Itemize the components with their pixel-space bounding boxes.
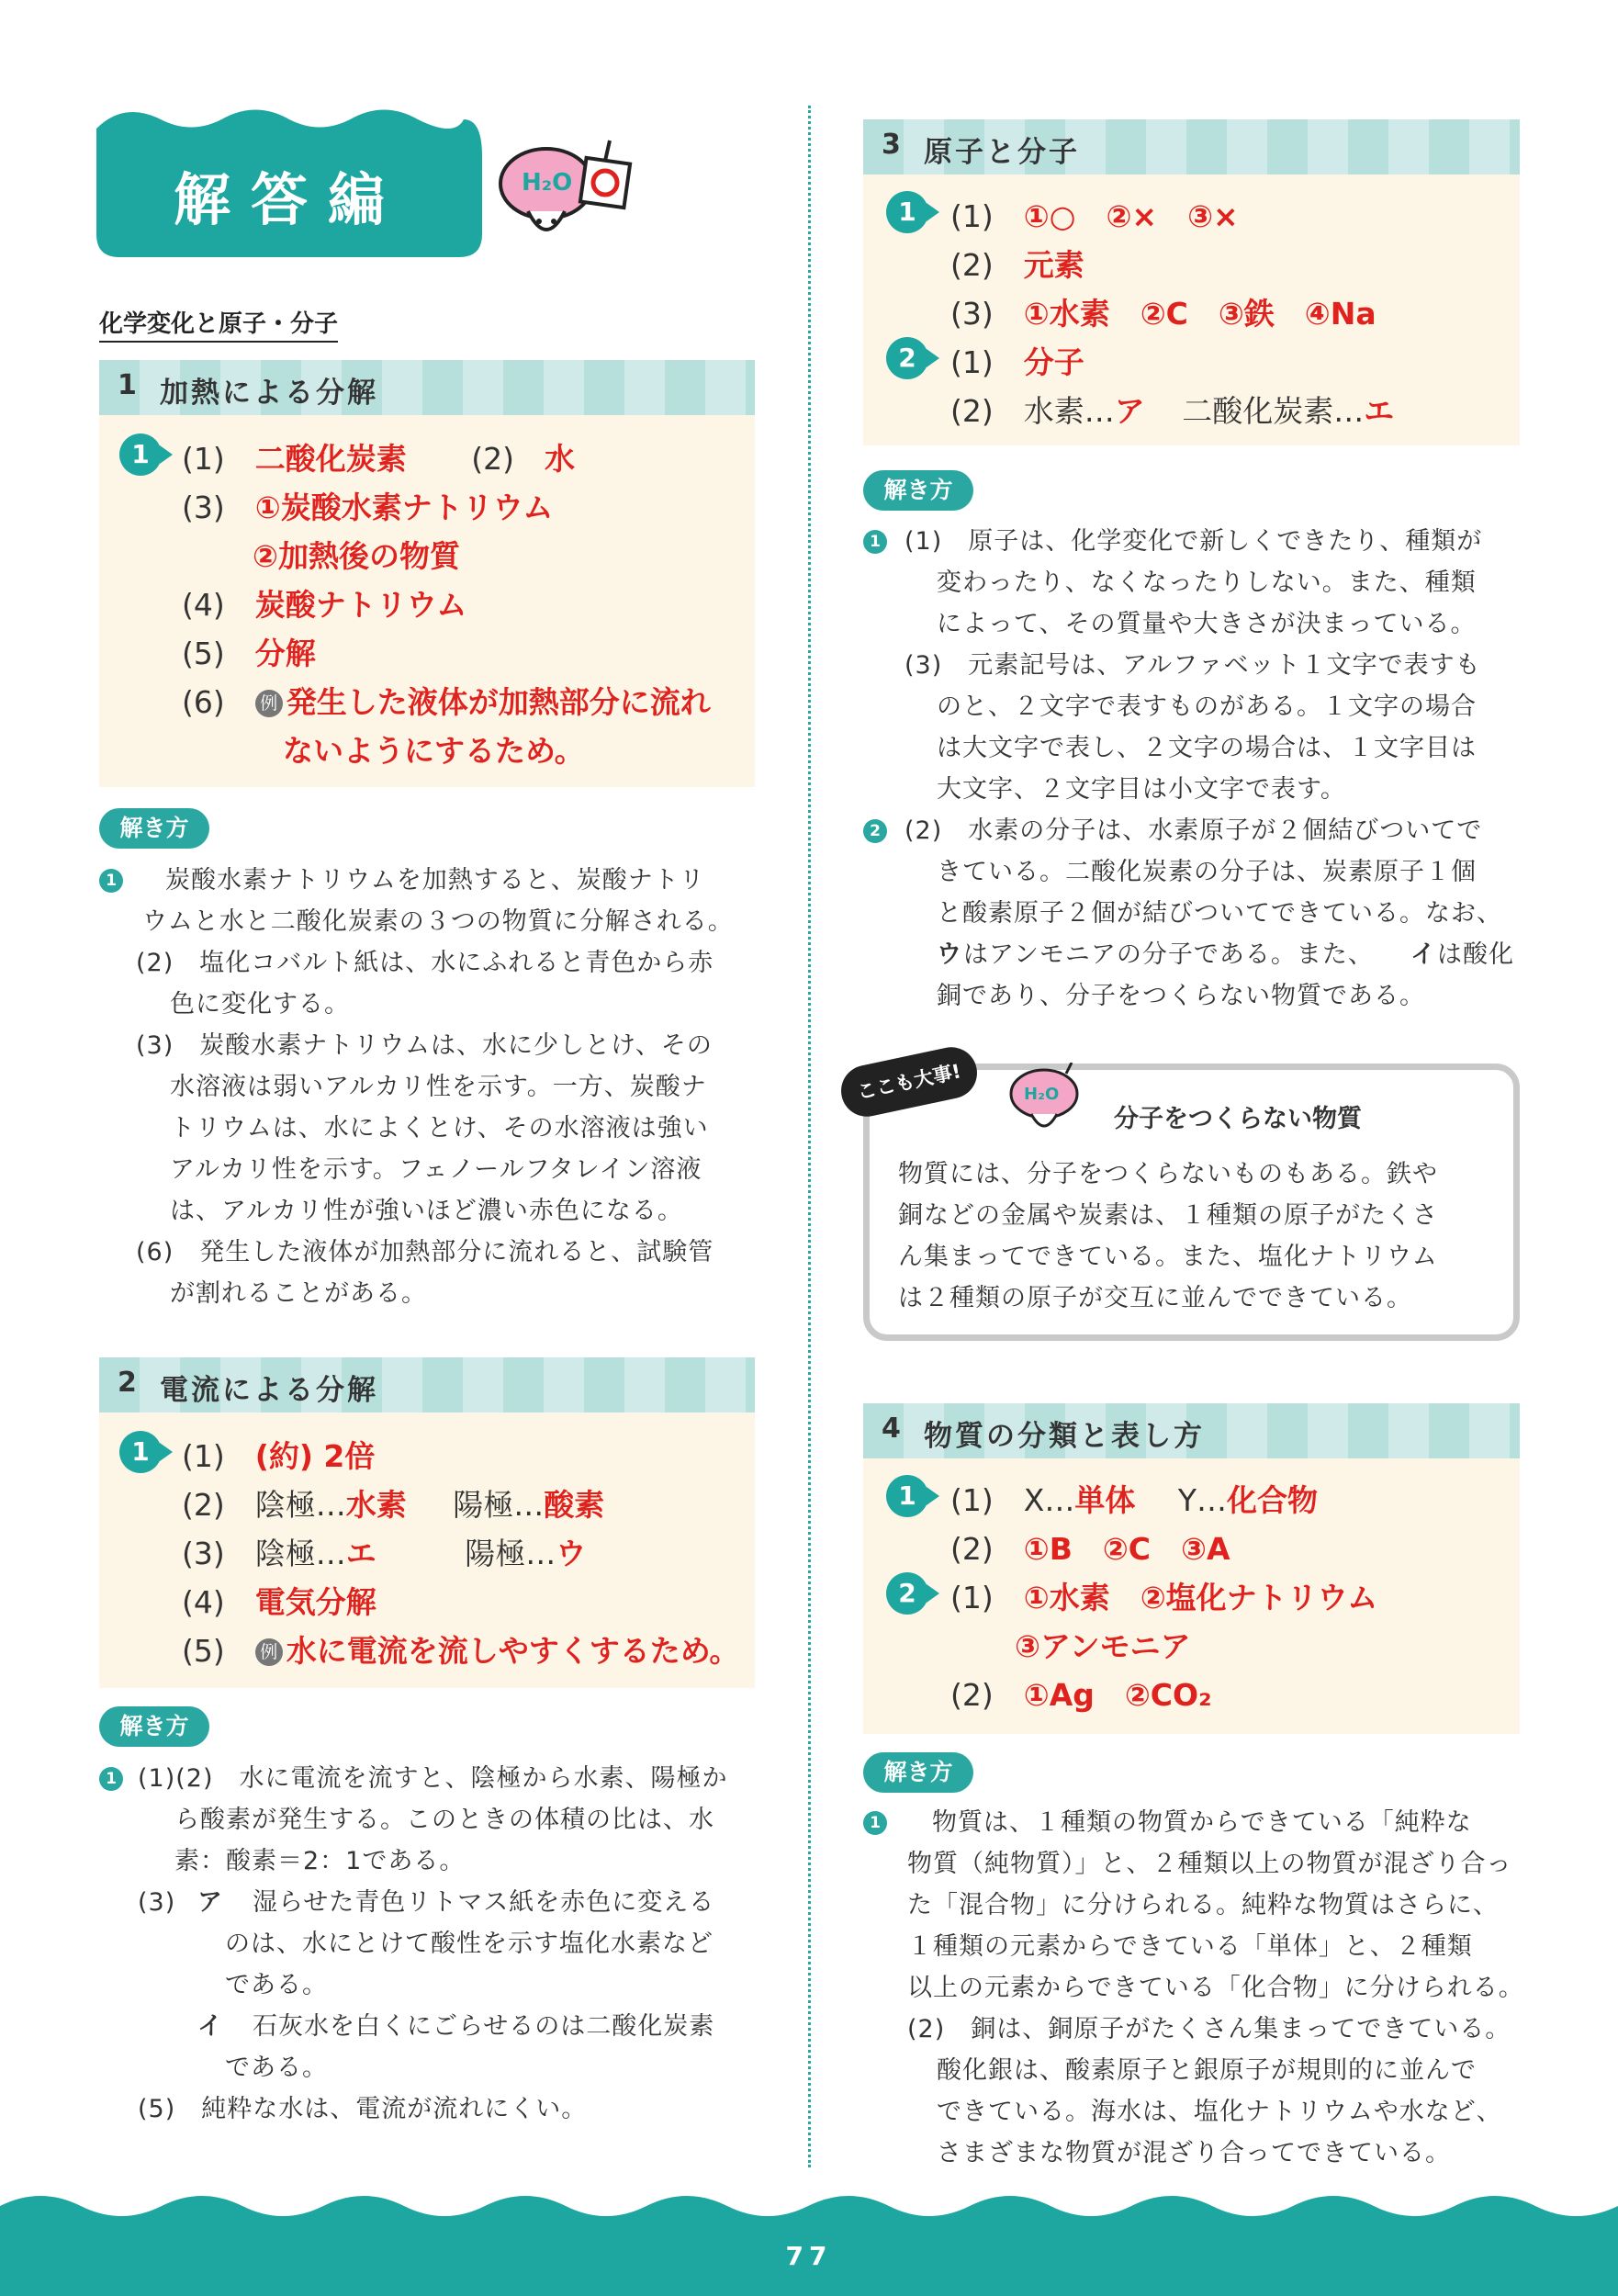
section-title: 加熱による分解: [160, 377, 378, 410]
answer-line: (1) ①水素 ②塩化ナトリウム: [950, 1580, 1378, 1615]
section-title: 電流による分解: [160, 1374, 378, 1407]
answer-line: (2) 水素…ア 二酸化炭素…エ: [950, 393, 1395, 429]
explanation-line: (1) 原子は、化学変化で新しくできたり、種類が: [905, 527, 1483, 556]
answer-line: ③アンモニア: [1015, 1628, 1191, 1664]
explanation-line: ら酸素が発生する。このときの体積の比は、水: [174, 1806, 714, 1834]
section-3-header: [863, 119, 1520, 174]
explanation-line: が割れることがある。: [170, 1279, 427, 1308]
example-mark: 例: [255, 1638, 283, 1666]
explanation-line: は、アルカリ性が強いほど濃い赤色になる。: [170, 1197, 683, 1225]
answer-mark: イ: [197, 2012, 223, 2041]
explanation-line: 大文字、２文字目は小文字で表す。: [937, 775, 1346, 804]
explanation-line: 水溶液は弱いアルカリ性を示す。一方、炭酸ナ: [170, 1073, 707, 1101]
section-number: 4: [882, 1412, 901, 1445]
answer-line: (5) 例 水に電流を流しやすくするため。: [182, 1633, 740, 1669]
explanation-line: ウムと水と二酸化炭素の３つの物質に分解される。: [142, 907, 734, 936]
page-number: 77: [785, 2241, 833, 2271]
explanation-line: 石灰水を白くにごらせるのは二酸化炭素: [253, 2012, 715, 2041]
callout-tag: ここも大事!: [837, 1042, 982, 1121]
callout-line: は２種類の原子が交互に並んでできている。: [898, 1284, 1412, 1312]
explanation-line: は酸化: [1437, 940, 1514, 969]
explanation-line: は大文字で表し、２文字の場合は、１文字目は: [937, 734, 1477, 762]
answer-line: (1) (約) 2倍: [182, 1438, 376, 1474]
explanation-line: 炭酸水素ナトリウムを加熱すると、炭酸ナトリ: [165, 866, 705, 895]
section-title: 物質の分類と表し方: [924, 1420, 1205, 1453]
explanation-line: (6) 発生した液体が加熱部分に流れると、試験管: [136, 1238, 714, 1266]
answer-line: (2) 陰極…水素 陽極…酸素: [182, 1487, 605, 1523]
explanation-line: (2) 銅は、銅原子がたくさん集まってできている。: [907, 2015, 1511, 2043]
section-2-header: [99, 1357, 755, 1412]
answer-line: ②加熱後の物質: [253, 538, 460, 574]
answer-line: (3) ①水素 ②C ③鉄 ④Na: [950, 296, 1376, 332]
explanation-line: アルカリ性を示す。フェノールフタレイン溶液: [170, 1155, 702, 1184]
callout-line: 物質には、分子をつくらないものもある。鉄や: [898, 1160, 1438, 1188]
explanation-line: (3) 炭酸水素ナトリウムは、水に少しとけ、その: [136, 1031, 713, 1060]
question-badge: 2: [886, 1572, 928, 1615]
explanation-line: である。: [225, 2054, 328, 2082]
answer-line: (5) 分解: [182, 636, 316, 671]
callout-line: 銅などの金属や炭素は、１種類の原子がたくさ: [898, 1201, 1438, 1230]
answer-line: (2) ①B ②C ③A: [950, 1531, 1230, 1567]
explanation-line: によって、その質量や大きさが決まっている。: [937, 610, 1477, 638]
explanation-line: はアンモニアの分子である。また、: [963, 940, 1374, 969]
example-mark: 例: [255, 690, 283, 717]
answer-line: (2) 元素: [950, 247, 1084, 283]
svg-text:H₂O: H₂O: [1024, 1085, 1060, 1104]
explanation-line: である。: [225, 1971, 328, 1999]
explanation-line: できている。海水は、塩化ナトリウムや水など、: [937, 2098, 1502, 2126]
answer-line: (3) ①炭酸水素ナトリウム: [182, 490, 554, 525]
section-number: 2: [118, 1367, 137, 1399]
question-badge-small: 1: [863, 530, 887, 554]
explanation-tag: 解き方: [99, 1706, 209, 1747]
explanation-line: 酸化銀は、酸素原子と銀原子が規則的に並んで: [937, 2056, 1477, 2085]
explanation-line: 湿らせた青色リトマス紙を赤色に変える: [253, 1888, 715, 1917]
explanation-line: (5) 純粋な水は、電流が流れにくい。: [138, 2095, 588, 2123]
explanation-line: 銅であり、分子をつくらない物質である。: [937, 982, 1425, 1010]
section-number: 3: [882, 129, 901, 161]
question-badge: 1: [119, 1431, 162, 1473]
mascot-icon: [1006, 1063, 1088, 1136]
answer-line: (1) ①○ ②× ③×: [950, 198, 1239, 234]
question-badge: 1: [886, 191, 928, 233]
explanation-line: 物質（純物質）」と、２種類以上の物質が混ざり合っ: [907, 1850, 1512, 1878]
question-badge-small: 2: [863, 819, 887, 843]
section-title: 原子と分子: [924, 136, 1080, 169]
explanation-line: さまざまな物質が混ざり合ってできている。: [937, 2139, 1451, 2167]
question-badge-small: 1: [863, 1811, 887, 1835]
explanation-line: (1)(2) 水に電流を流すと、陰極から水素、陽極か: [138, 1764, 728, 1793]
answer-line: (2) ①Ag ②CO₂: [950, 1677, 1212, 1713]
explanation-line: (3) 元素記号は、アルファベット１文字で表すも: [905, 651, 1481, 680]
answer-line: (3) 陰極…エ 陽極…ウ: [182, 1536, 587, 1571]
explanation-line: 変わったり、なくなったりしない。また、種類: [937, 568, 1477, 597]
answer-mark: ウ: [937, 940, 962, 969]
answer-line: (1) 分子: [950, 344, 1084, 380]
explanation-line: 物質は、１種類の物質からできている「純粋な: [932, 1808, 1472, 1837]
answer-line: (1) 二酸化炭素 (2) 水: [182, 441, 575, 477]
section-1-header: [99, 360, 755, 415]
section-number: 1: [118, 369, 137, 401]
answer-line: (6) 例 発生した液体が加熱部分に流れ: [182, 684, 711, 720]
explanation-line: と酸素原子２個が結びついてできている。なお、: [937, 899, 1502, 928]
question-badge: 2: [886, 337, 928, 379]
page-title: 解答編: [173, 166, 405, 233]
chapter-label: 化学変化と原子・分子: [99, 305, 338, 343]
answer-line: ないようにするため。: [283, 733, 585, 769]
explanation-line: (3): [138, 1888, 176, 1917]
question-badge: 1: [119, 433, 162, 476]
answer-line: (4) 炭酸ナトリウム: [182, 587, 467, 623]
explanation-line: トリウムは、水によくとけ、その水溶液は強い: [170, 1114, 709, 1142]
answer-line: (1) X…単体 Y…化合物: [950, 1482, 1319, 1518]
explanation-tag: 解き方: [863, 470, 973, 511]
explanation-line: 以上の元素からできている「化合物」に分けられる。: [907, 1974, 1524, 2002]
explanation-line: 色に変化する。: [170, 990, 350, 1019]
svg-text:H₂O: H₂O: [522, 169, 573, 197]
column-divider: [808, 106, 811, 2167]
explanation-line: (2) 塩化コバルト紙は、水にふれると青色から赤: [136, 949, 714, 977]
explanation-tag: 解き方: [863, 1752, 973, 1793]
explanation-line: きている。二酸化炭素の分子は、炭素原子１個: [937, 858, 1477, 886]
title-banner: [96, 101, 482, 257]
explanation-line: １種類の元素からできている「単体」と、２種類: [907, 1932, 1473, 1961]
explanation-line: た「混合物」に分けられる。純粋な物質はさらに、: [907, 1891, 1499, 1919]
callout-line: ん集まってできている。また、塩化ナトリウム: [898, 1243, 1438, 1271]
explanation-line: のと、２文字で表すものがある。１文字の場合: [937, 692, 1477, 721]
question-badge: 1: [886, 1475, 928, 1517]
callout-title: 分子をつくらない物質: [1114, 1105, 1362, 1133]
explanation-line: (2) 水素の分子は、水素原子が２個結びついてで: [905, 816, 1483, 845]
question-badge-small: 1: [99, 869, 123, 893]
explanation-tag: 解き方: [99, 808, 209, 849]
answer-mark: ア: [197, 1888, 223, 1917]
mascot-icon: [496, 133, 634, 253]
explanation-line: 素：酸素＝2：1である。: [174, 1847, 466, 1875]
answer-mark: イ: [1410, 940, 1436, 969]
explanation-line: のは、水にとけて酸性を示す塩化水素など: [225, 1930, 713, 1958]
section-4-header: [863, 1403, 1520, 1458]
question-badge-small: 1: [99, 1767, 123, 1791]
answer-line: (4) 電気分解: [182, 1584, 376, 1620]
